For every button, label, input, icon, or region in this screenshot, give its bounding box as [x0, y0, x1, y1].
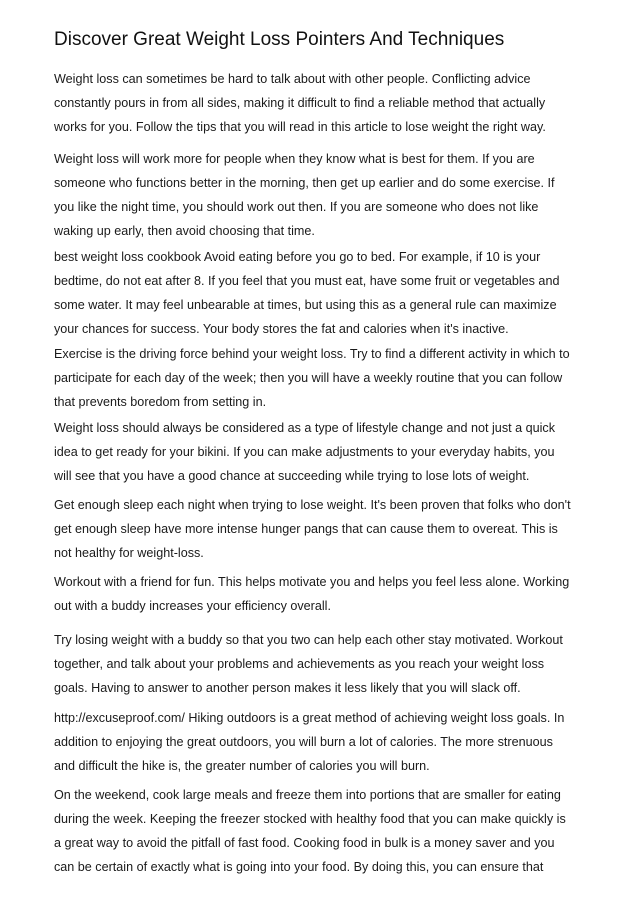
- text-line: Get enough sleep each night when trying to lose weight. It's been proven that folks who don't: [54, 498, 571, 512]
- text-line: together, and talk about your problems and achievements as you reach your weight loss: [54, 657, 545, 671]
- text-line: Try losing weight with a buddy so that you two can help each other stay motivated. Workout: [54, 633, 563, 647]
- text-line: Weight loss should always be considered as a type of lifestyle change and not just a quick: [54, 421, 556, 435]
- text-line: waking up early, then avoid choosing that time.: [54, 224, 315, 238]
- text-line: best weight loss cookbook Avoid eating before you go to bed. For example, if 10 is your: [54, 250, 541, 264]
- text-line: you like the night time, you should work out then. If you are someone who does not like: [54, 200, 539, 214]
- text-line: some water. It may feel unbearable at times, but using this as a general rule can maximize: [54, 298, 557, 312]
- paragraph-sleep: [54, 493, 590, 565]
- paragraph-hiking: [54, 706, 590, 778]
- text-line: Weight loss can sometimes be hard to talk about with other people. Conflicting advice: [54, 72, 531, 86]
- text-line: addition to enjoying the great outdoors, you will burn a lot of calories. The more strenuous: [54, 735, 553, 749]
- text-line: and difficult the hike is, the greater number of calories you will burn.: [54, 759, 430, 773]
- text-line: constantly pours in from all sides, making it difficult to find a reliable method that actually: [54, 96, 546, 110]
- text-line: that prevents boredom from setting in.: [54, 395, 267, 409]
- text-line: bedtime, do not eat after 8. If you feel that you must eat, have some fruit or vegetables and: [54, 274, 560, 288]
- text-line: goals. Having to answer to another person makes it less likely that you will slack off.: [54, 681, 521, 695]
- text-line: works for you. Follow the tips that you will read in this article to lose weight the right way.: [54, 120, 546, 134]
- text-line: Exercise is the driving force behind your weight loss. Try to find a different activity in which to: [54, 347, 570, 361]
- text-line: Workout with a friend for fun. This helps motivate you and helps you feel less alone. Working: [54, 575, 570, 589]
- text-line: Weight loss will work more for people when they know what is best for them. If you are: [54, 152, 535, 166]
- paragraph-morning-exercise: [54, 147, 590, 243]
- text-line: On the weekend, cook large meals and freeze them into portions that are smaller for eating: [54, 788, 561, 802]
- paragraph-bedtime-eating: [54, 245, 590, 341]
- paragraph-exercise-routine: [54, 342, 590, 414]
- paragraph-intro: [54, 67, 590, 139]
- text-line: idea to get ready for your bikini. If you can make adjustments to your everyday habits, you: [54, 445, 555, 459]
- text-line: your chances for success. Your body stores the fat and calories when it's inactive.: [54, 322, 509, 336]
- paragraph-weekend-cooking: [54, 783, 590, 879]
- text-line: participate for each day of the week; then you will have a weekly routine that you can follow: [54, 371, 563, 385]
- paragraph-lifestyle-change: [54, 416, 590, 488]
- page-title: Discover Great Weight Loss Pointers And Techniques: [54, 29, 505, 50]
- text-line: will see that you have a good chance at succeeding while trying to lose lots of weight.: [54, 469, 530, 483]
- paragraph-workout-friend: [54, 570, 590, 618]
- text-line: http://excuseproof.com/ Hiking outdoors is a great method of achieving weight loss goals. In: [54, 711, 565, 725]
- text-line: someone who functions better in the morning, then get up earlier and do some exercise. If: [54, 176, 555, 190]
- text-line: can be certain of exactly what is going into your food. By doing this, you can ensure that: [54, 860, 544, 874]
- text-line: get enough sleep have more intense hunger pangs that can cause them to overeat. This is: [54, 522, 558, 536]
- text-line: a great way to avoid the pitfall of fast food. Cooking food in bulk is a money saver and you: [54, 836, 555, 850]
- paragraph-buddy-motivation: [54, 628, 590, 700]
- text-line: out with a buddy increases your efficiency overall.: [54, 599, 331, 613]
- text-line: not healthy for weight-loss.: [54, 546, 204, 560]
- text-line: during the week. Keeping the freezer stocked with healthy food that you can make quickly is: [54, 812, 566, 826]
